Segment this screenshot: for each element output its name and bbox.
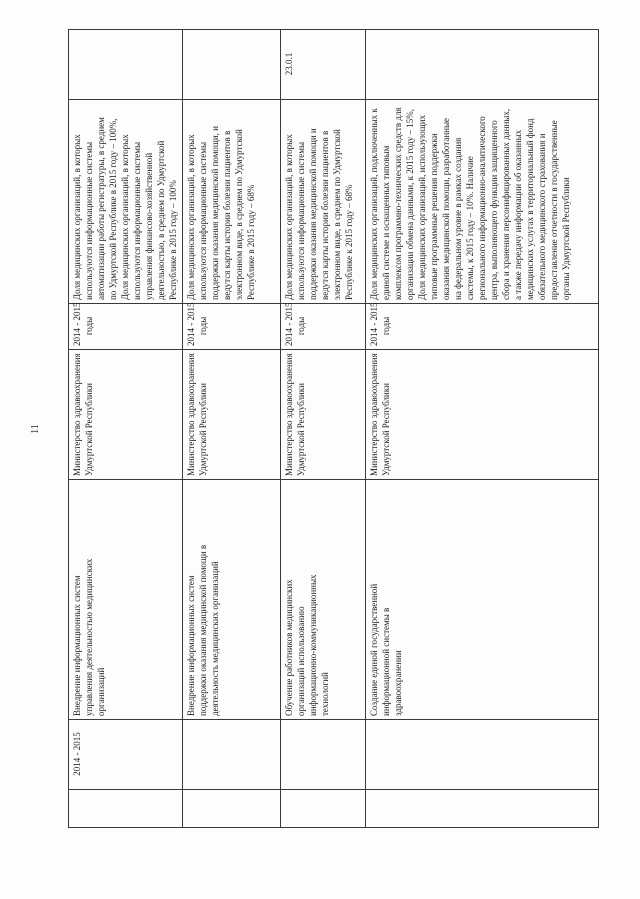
code-cell-a [69, 790, 183, 828]
table-row [366, 30, 599, 828]
table-row [183, 30, 281, 828]
indicator-cell [366, 30, 599, 100]
measure-name-cell: Внедрение информационных систем управления деятельностью медицинских организаций [69, 480, 183, 720]
expected-result-cell: Доля медицинских организаций, в которых используются информационные системы поддержки оказания медицинской помощи и ведутся карты истории болезни пациентов в электронном виде, в среднем по Удмуртской Республике к 2015 году – 68% [281, 100, 366, 304]
measure-name-cell: Внедрение информационных систем поддержки оказания медицинской помощи в деятельность медицинских организаций [183, 480, 281, 720]
code-cell-a [281, 790, 366, 828]
measure-name-cell: Создание единой государственной информационной системы в здравоохранении [366, 480, 599, 720]
term-cell: 2014 - 2015 годы [69, 304, 183, 350]
responsible-cell: Министерство здравоохранения Удмуртской Республики [69, 350, 183, 480]
measures-table [68, 29, 599, 828]
code-cell-b [183, 720, 281, 790]
responsible-cell: Министерство здравоохранения Удмуртской Республики [366, 350, 599, 480]
responsible-cell: Министерство здравоохранения Удмуртской Республики [183, 350, 281, 480]
expected-result-cell: Доля медицинских организаций, в которых используются информационные системы поддержки оказания медицинской помощи, и ведутся карты истории болезни пациентов в электронном виде, в среднем по Удмуртской Республике в 2015 году – 68% [183, 100, 281, 304]
code-cell-a [183, 790, 281, 828]
code-cell-b [281, 720, 366, 790]
expected-result-cell: Доля медицинских организаций, подключенных к единой системе и оснащенных типовым комплексом программно-технических средств для организации обмена данными, к 2015 году – 15%, Доля медицинских организаций, использующих типовые программные решения поддержки оказания медицинской помощи, разработанные на федеральном уровне в рамках создания системы, к 2015 году – 10%. Наличие регионального информационно-аналитического центра, выполняющего функции защищенного сбора и хранения персонифицированных данных, а также передачу информации об оказанных медицинских услугах в территориальный фонд обязательного медицинского страхования и предоставление отчетности в государственные органы Удмуртской Республики [366, 100, 599, 304]
measure-name-cell: Обучение работников медицинских организаций использованию информационно-коммуникационных технологий [281, 480, 366, 720]
responsible-cell: Министерство здравоохранения Удмуртской Республики [281, 350, 366, 480]
table-row [281, 30, 366, 828]
code-cell-b: 2014 - 2015 [69, 720, 183, 790]
term-cell: 2014 - 2015 годы [281, 304, 366, 350]
code-cell-b [366, 720, 599, 790]
indicator-cell [183, 30, 281, 100]
indicator-cell: 23.0.1 [281, 30, 366, 100]
indicator-cell [69, 30, 183, 100]
page-number: 11 [30, 424, 41, 434]
term-cell: 2014 - 2015 годы [183, 304, 281, 350]
table-row [69, 30, 183, 828]
term-cell: 2014 - 2015 годы [366, 304, 599, 350]
code-cell-a [366, 790, 599, 828]
expected-result-cell: Доля медицинских организаций, в которых используются информационные системы автоматизации работы регистратуры, в среднем по Удмуртской Республике в 2015 году – 100%, Доля медицинских организаций, в которых используются информационные системы управления финансово-хозяйственной деятельностью, в среднем по Удмуртской Республике в 2015 году – 100% [69, 100, 183, 304]
